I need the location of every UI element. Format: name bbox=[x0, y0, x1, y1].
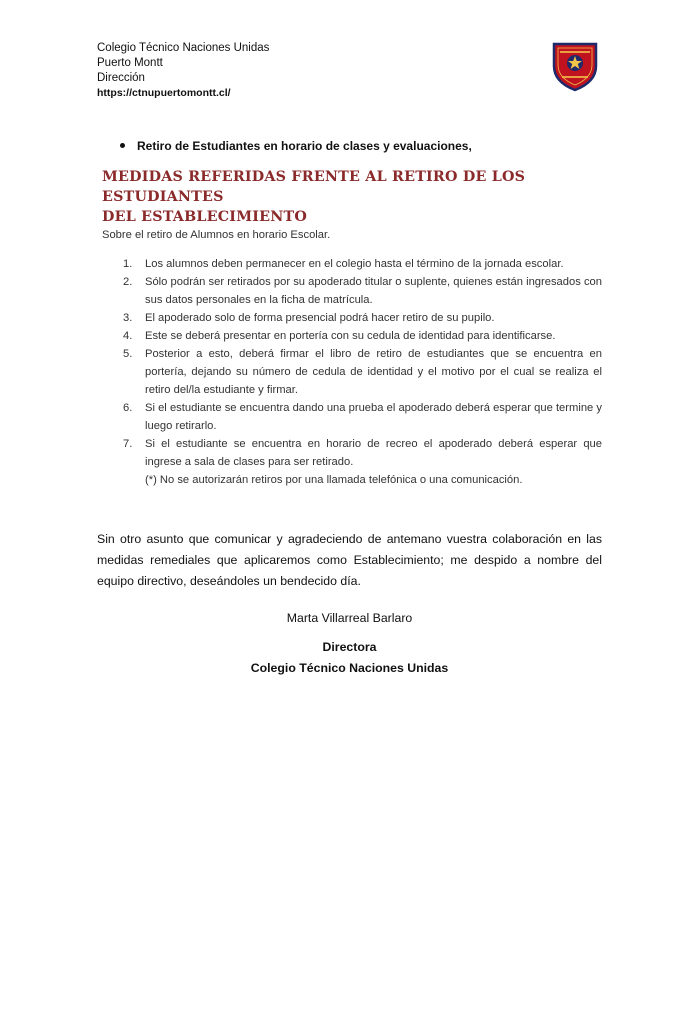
signature-block bbox=[0, 608, 699, 679]
department: Dirección bbox=[97, 72, 145, 84]
letterhead bbox=[97, 41, 269, 101]
city: Puerto Montt bbox=[97, 57, 163, 69]
list-text: Posterior a esto, deberá firmar el libro de retiro de estudiantes que se encuentra en portería, dejando su número de cedula de identidad y el motivo por el cual se realiza el retiro del/la estudiante y firmar. bbox=[145, 348, 602, 396]
list-item bbox=[102, 273, 602, 309]
school-name: Colegio Técnico Naciones Unidas bbox=[97, 42, 270, 54]
signer-name: Marta Villarreal Barlaro bbox=[286, 611, 413, 625]
list-text: El apoderado solo de forma presencial podrá hacer retiro de su pupilo. bbox=[145, 312, 495, 324]
bullet-item bbox=[120, 139, 472, 153]
list-text: Este se deberá presentar en portería con su cedula de identidad para identificarse. bbox=[145, 330, 556, 342]
measures-section bbox=[102, 167, 602, 489]
section-title-line2: DEL ESTABLECIMIENTO bbox=[102, 209, 307, 225]
list-text: Si el estudiante se encuentra en horario de recreo el apoderado deberá esperar que ingrese a sala de clases para ser retirado. bbox=[145, 438, 602, 468]
list-item bbox=[102, 255, 602, 273]
list-number: 1. bbox=[123, 258, 133, 270]
list-text: Si el estudiante se encuentra dando una prueba el apoderado deberá esperar que termine y luego retirarlo. bbox=[145, 402, 602, 432]
school-crest-icon bbox=[548, 38, 602, 92]
signer-role: Directora bbox=[322, 640, 377, 654]
school-url[interactable]: https://ctnupuertomontt.cl/ bbox=[97, 87, 231, 99]
list-item bbox=[102, 309, 602, 327]
list-item bbox=[102, 435, 602, 471]
section-subtitle: Sobre el retiro de Alumnos en horario Escolar. bbox=[102, 229, 331, 241]
section-title bbox=[102, 167, 602, 227]
list-item bbox=[102, 345, 602, 399]
list-number: 7. bbox=[123, 438, 133, 450]
bullet-icon bbox=[120, 143, 125, 148]
list-item bbox=[102, 399, 602, 435]
section-title-line1: MEDIDAS REFERIDAS FRENTE AL RETIRO DE LOS ESTUDIANTES bbox=[102, 169, 526, 205]
list-number: 3. bbox=[123, 312, 133, 324]
closing-paragraph: Sin otro asunto que comunicar y agradeciendo de antemano vuestra colaboración en las medidas remediales que aplicaremos como Establecimiento; me despido a nombre del equipo directivo, deseándoles un bendecido día. bbox=[97, 532, 602, 589]
list-number: 2. bbox=[123, 276, 133, 288]
list-text: Los alumnos deben permanecer en el colegio hasta el término de la jornada escolar. bbox=[145, 258, 564, 270]
note-text: (*) No se autorizarán retiros por una llamada telefónica o una comunicación. bbox=[145, 474, 523, 486]
list-number: 6. bbox=[123, 402, 133, 414]
list-number: 5. bbox=[123, 348, 133, 360]
list-number: 4. bbox=[123, 330, 133, 342]
signer-organization: Colegio Técnico Naciones Unidas bbox=[250, 661, 449, 675]
list-text: Sólo podrán ser retirados por su apoderado titular o suplente, quienes están ingresados con sus datos personales en la ficha de matrícula. bbox=[145, 276, 602, 306]
rules-list bbox=[102, 255, 602, 471]
list-item bbox=[102, 327, 602, 345]
bullet-text: Retiro de Estudiantes en horario de clases y evaluaciones, bbox=[137, 139, 472, 153]
